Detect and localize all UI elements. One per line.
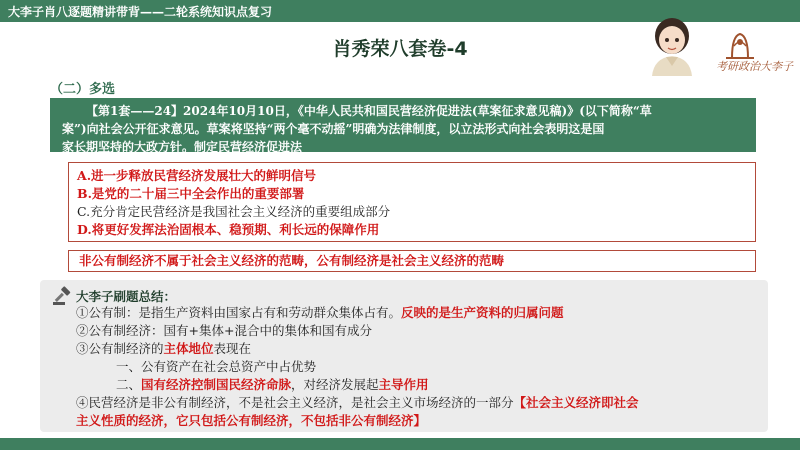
section-label: （二）多选 <box>50 82 116 97</box>
option-a: A.进一步释放民营经济发展壮大的鲜明信号 <box>77 168 317 183</box>
course-title: 大李子肖八逐题精讲带背——二轮系统知识点复习 <box>8 5 273 19</box>
gavel-icon <box>52 286 72 306</box>
avatar <box>646 14 698 76</box>
bottom-bar <box>0 438 800 450</box>
question-line: 【第1套——24】2024年10月10日，《中华人民共和国民营经济促进法(草案征求意见稿)》(以下简称“草 <box>86 104 652 118</box>
summary-line-3: ③公有制经济的主体地位表现在 <box>76 341 252 356</box>
question-line: 案”)向社会公开征求意见。草案将坚持“两个毫不动摇”明确为法律制度，以立法形式向社会表明这是国 <box>62 122 605 136</box>
summary-line-2: ②公有制经济：国有+集体+混合中的集体和国有成分 <box>76 323 372 338</box>
options-box <box>68 162 756 242</box>
answer-note: 非公有制经济不属于社会主义经济的范畴，公有制经济是社会主义经济的范畴 <box>68 250 756 272</box>
summary-line-1: ①公有制：是指生产资料由国家占有和劳动群众集体占有。反映的是生产资料的归属问题 <box>76 305 564 320</box>
question-box <box>50 98 756 152</box>
question-line: 家长期坚持的大政方针。制定民营经济促进法 <box>62 140 303 154</box>
summary-line-5: 二、国有经济控制国民经济命脉，对经济发展起主导作用 <box>116 377 429 392</box>
summary-line-6: ④民营经济是非公有制经济，不是社会主义经济，是社会主义市场经济的一部分【社会主义经济即社会 <box>76 395 639 410</box>
page-title: 肖秀荣八套卷-4 <box>332 38 468 60</box>
summary-line-7: 主义性质的经济，它只包括公有制经济，不包括非公有制经济】 <box>76 413 427 428</box>
option-d: D.将更好发挥法治固根本、稳预期、利长远的保障作用 <box>77 222 380 237</box>
brand-text: 考研政治大李子 <box>716 60 793 73</box>
summary-line-4: 一、公有资产在社会总资产中占优势 <box>116 359 317 374</box>
summary-title: 大李子刷题总结： <box>76 289 177 304</box>
option-b: B.是党的二十届三中全会作出的重要部署 <box>77 186 305 201</box>
option-c: C.充分肯定民营经济是我国社会主义经济的重要组成部分 <box>77 204 391 219</box>
